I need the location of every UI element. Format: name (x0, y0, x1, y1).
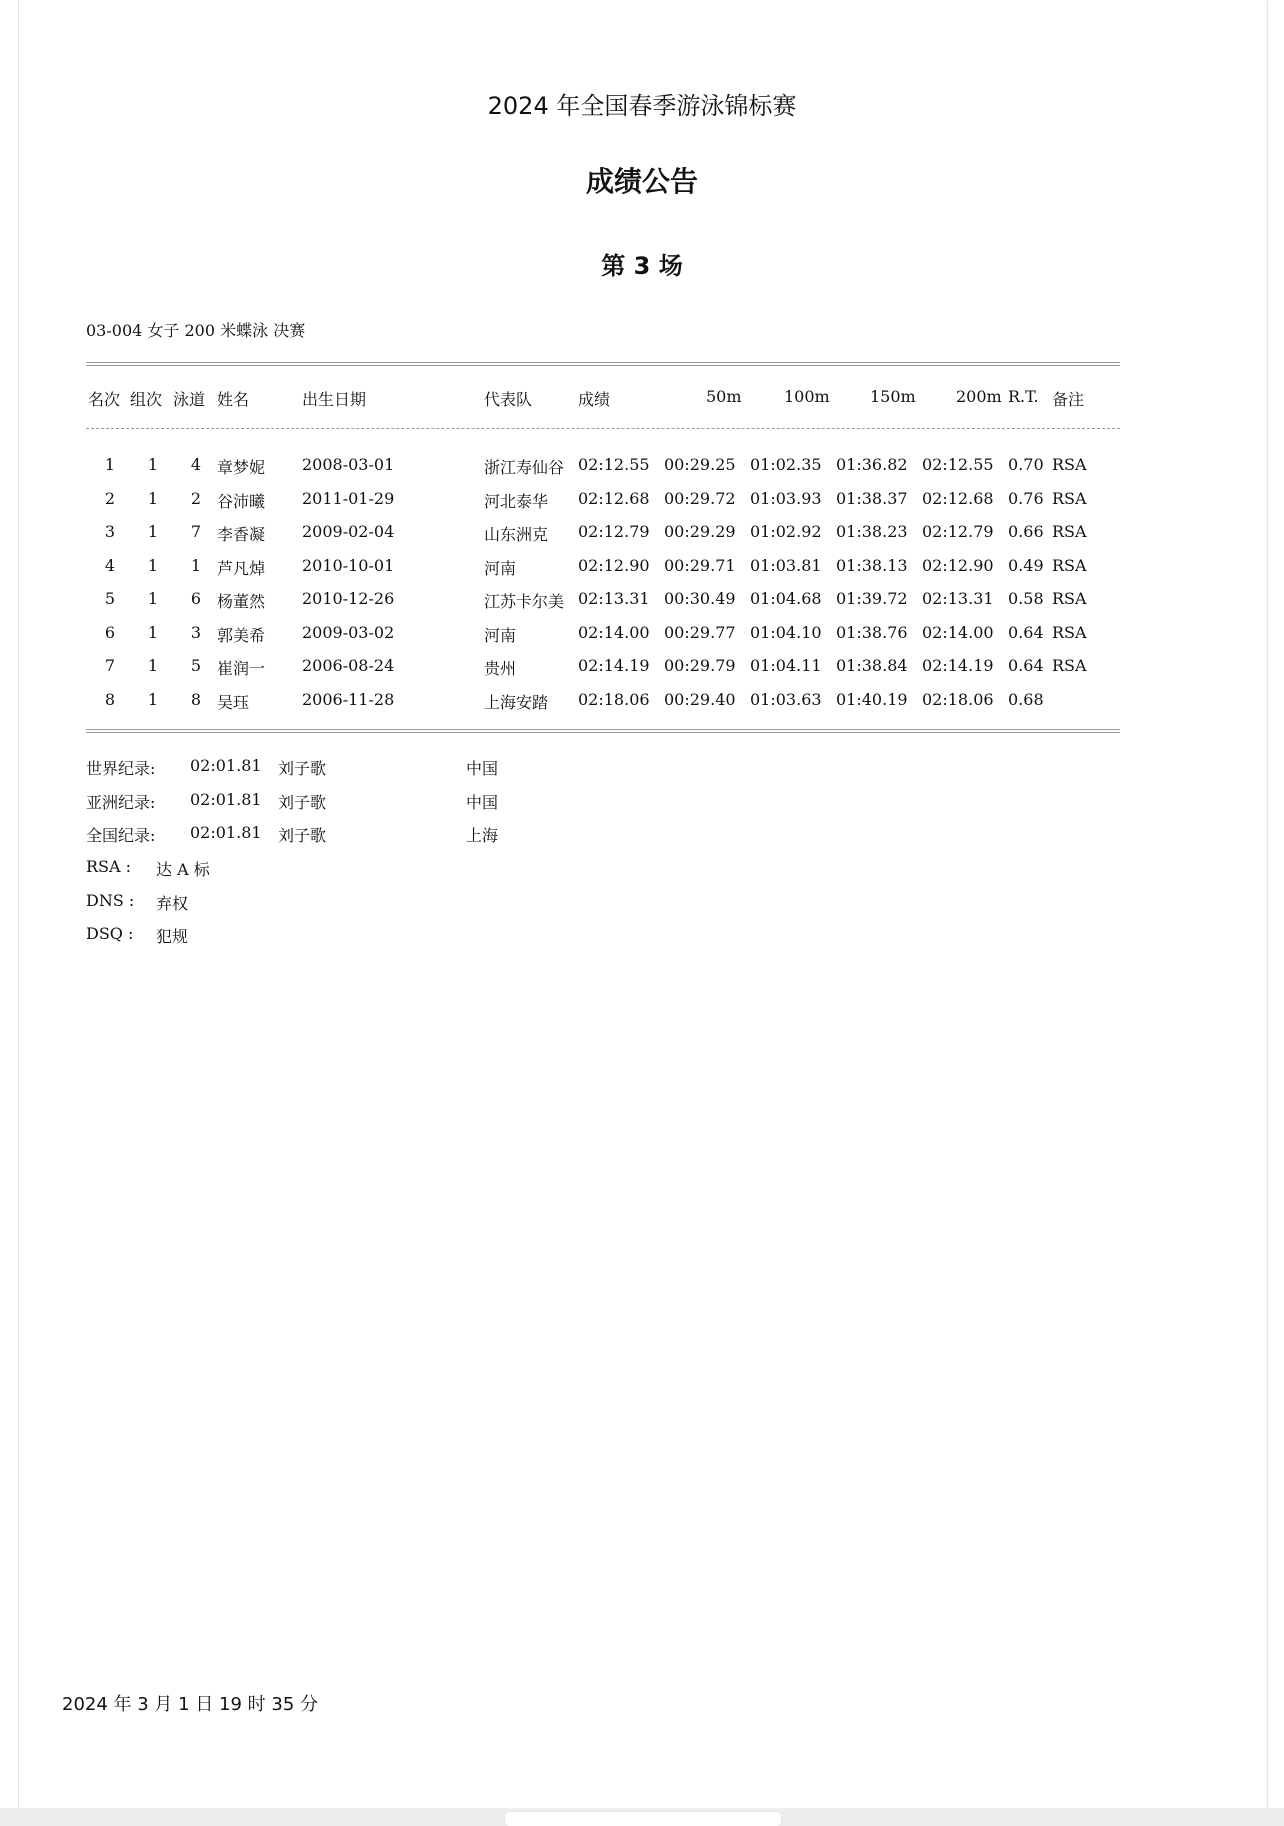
rank-cell: 6 (104, 622, 116, 642)
rank-cell: 7 (104, 656, 116, 675)
split-50-cell: 00:29.25 (664, 455, 736, 474)
name-cell: 谷沛曦 (217, 491, 266, 511)
lane-cell: 4 (190, 455, 202, 474)
reaction-time-cell: 0.58 (1008, 589, 1044, 608)
note-cell: RSA (1052, 589, 1087, 608)
record-label: 世界纪录: (86, 759, 156, 778)
split-100-cell: 01:04.68 (750, 589, 822, 608)
reaction-time-cell: 0.64 (1008, 656, 1044, 675)
split-50-cell: 00:29.72 (664, 488, 736, 508)
table-header (0, 387, 1284, 411)
rank-cell: 3 (104, 522, 116, 541)
split-200-cell: 02:14.00 (922, 622, 994, 642)
reaction-time-cell: 0.76 (1008, 488, 1044, 508)
heat-cell: 1 (147, 589, 159, 608)
record-nation: 上海 (466, 826, 499, 845)
heat-cell: 1 (147, 522, 159, 541)
note-cell: RSA (1052, 656, 1087, 675)
legend-code: DSQ : (86, 924, 134, 943)
split-150-cell: 01:39.72 (836, 589, 908, 608)
team-cell: 江苏卡尔美 (484, 592, 565, 611)
lane-cell: 3 (190, 622, 202, 642)
team-cell: 上海安踏 (484, 692, 549, 712)
note-cell: RSA (1052, 622, 1087, 642)
team-cell: 山东洲克 (484, 525, 549, 544)
split-200-cell: 02:14.19 (922, 656, 994, 675)
lane-cell: 2 (190, 488, 202, 508)
col-lane: 泳道 (173, 390, 206, 409)
team-cell: 河南 (484, 558, 517, 578)
table-row (0, 623, 1284, 647)
record-nation: 中国 (466, 759, 499, 778)
reaction-time-cell: 0.68 (1008, 689, 1044, 709)
split-200-cell: 02:18.06 (922, 689, 994, 709)
legend-code: RSA : (86, 857, 132, 876)
split-150-cell: 01:38.23 (836, 522, 908, 541)
split-150-cell: 01:38.13 (836, 555, 908, 575)
announcement-title: 成绩公告 (585, 165, 698, 198)
split-100-cell: 01:04.11 (750, 656, 822, 675)
time-cell: 02:12.90 (578, 555, 650, 575)
time-cell: 02:12.79 (578, 522, 650, 541)
col-rt: R.T. (1008, 387, 1039, 406)
rank-cell: 1 (104, 455, 116, 474)
record-label: 亚洲纪录: (86, 792, 156, 812)
split-50-cell: 00:30.49 (664, 589, 736, 608)
split-200-cell: 02:12.68 (922, 488, 994, 508)
col-team: 代表队 (484, 390, 533, 409)
legend-row (0, 924, 1284, 948)
competition-title: 2024 年全国春季游泳锦标赛 (487, 92, 797, 120)
col-name: 姓名 (217, 390, 250, 409)
dob-cell: 2006-11-28 (302, 689, 395, 709)
dob-cell: 2010-10-01 (302, 555, 395, 575)
table-row (0, 455, 1284, 479)
name-cell: 杨董然 (217, 592, 266, 611)
name-cell: 李香凝 (217, 525, 266, 544)
rank-cell: 8 (104, 689, 116, 709)
heat-cell: 1 (147, 656, 159, 675)
table-row (0, 656, 1284, 680)
record-row (0, 823, 1284, 847)
col-200m: 200m (956, 387, 1002, 406)
split-100-cell: 01:03.81 (750, 555, 822, 575)
col-50m: 50m (706, 387, 742, 406)
legend-row (0, 857, 1284, 881)
table-row (0, 522, 1284, 546)
note-cell: RSA (1052, 455, 1087, 474)
col-rank: 名次 (88, 390, 121, 409)
table-row (0, 589, 1284, 613)
session-title: 第 3 场 (601, 252, 683, 280)
split-50-cell: 00:29.71 (664, 555, 736, 575)
name-cell: 郭美希 (217, 625, 266, 645)
rank-cell: 4 (104, 555, 116, 575)
header-dash-rule (86, 428, 1120, 429)
note-cell: RSA (1052, 488, 1087, 508)
team-cell: 河南 (484, 625, 517, 645)
split-100-cell: 01:04.10 (750, 622, 822, 642)
reaction-time-cell: 0.70 (1008, 455, 1044, 474)
lane-cell: 5 (190, 656, 202, 675)
record-holder: 刘子歌 (278, 759, 327, 778)
name-cell: 吴珏 (217, 692, 250, 712)
split-100-cell: 01:02.92 (750, 522, 822, 541)
dob-cell: 2008-03-01 (302, 455, 395, 474)
lane-cell: 8 (190, 689, 202, 709)
legend-desc: 弃权 (156, 893, 189, 913)
split-150-cell: 01:40.19 (836, 689, 908, 709)
col-100m: 100m (784, 387, 830, 406)
record-row (0, 790, 1284, 814)
record-nation: 中国 (466, 792, 499, 812)
col-dob: 出生日期 (302, 390, 367, 409)
note-cell: RSA (1052, 522, 1087, 541)
horizontal-scrollbar[interactable] (505, 1812, 781, 1826)
table-row (0, 690, 1284, 714)
dob-cell: 2009-03-02 (302, 622, 395, 642)
reaction-time-cell: 0.64 (1008, 622, 1044, 642)
split-50-cell: 00:29.79 (664, 656, 736, 675)
reaction-time-cell: 0.49 (1008, 555, 1044, 575)
time-cell: 02:14.19 (578, 656, 650, 675)
dob-cell: 2011-01-29 (302, 488, 395, 508)
split-50-cell: 00:29.40 (664, 689, 736, 709)
col-150m: 150m (870, 387, 916, 406)
lane-cell: 6 (190, 589, 202, 608)
record-time: 02:01.81 (190, 756, 262, 775)
col-time: 成绩 (578, 390, 611, 409)
split-200-cell: 02:12.55 (922, 455, 994, 474)
split-100-cell: 01:03.63 (750, 689, 822, 709)
timestamp-footer: 2024 年 3 月 1 日 19 时 35 分 (62, 1694, 319, 1715)
split-200-cell: 02:13.31 (922, 589, 994, 608)
top-double-rule (86, 362, 1120, 366)
split-50-cell: 00:29.77 (664, 622, 736, 642)
event-title: 03-004 女子 200 米蝶泳 决赛 (86, 321, 306, 340)
table-row (0, 489, 1284, 513)
split-150-cell: 01:38.37 (836, 488, 908, 508)
note-cell: RSA (1052, 555, 1087, 575)
time-cell: 02:18.06 (578, 689, 650, 709)
name-cell: 芦凡焯 (217, 558, 266, 578)
rank-cell: 2 (104, 488, 116, 508)
table-row (0, 556, 1284, 580)
record-row (0, 756, 1284, 780)
record-time: 02:01.81 (190, 823, 262, 842)
split-100-cell: 01:03.93 (750, 488, 822, 508)
lane-cell: 7 (190, 522, 202, 541)
record-holder: 刘子歌 (278, 826, 327, 845)
heat-cell: 1 (147, 488, 159, 508)
split-100-cell: 01:02.35 (750, 455, 822, 474)
heat-cell: 1 (147, 689, 159, 709)
legend-desc: 犯规 (156, 927, 189, 946)
dob-cell: 2010-12-26 (302, 589, 395, 608)
split-150-cell: 01:38.76 (836, 622, 908, 642)
record-time: 02:01.81 (190, 789, 262, 809)
split-150-cell: 01:36.82 (836, 455, 908, 474)
record-holder: 刘子歌 (278, 792, 327, 812)
team-cell: 贵州 (484, 659, 517, 678)
time-cell: 02:12.68 (578, 488, 650, 508)
heat-cell: 1 (147, 622, 159, 642)
split-200-cell: 02:12.90 (922, 555, 994, 575)
time-cell: 02:14.00 (578, 622, 650, 642)
col-heat: 组次 (130, 390, 163, 409)
name-cell: 章梦妮 (217, 458, 266, 477)
time-cell: 02:13.31 (578, 589, 650, 608)
legend-row (0, 891, 1284, 915)
time-cell: 02:12.55 (578, 455, 650, 474)
team-cell: 河北泰华 (484, 491, 549, 511)
legend-code: DNS : (86, 890, 135, 910)
bottom-double-rule (86, 729, 1120, 733)
split-200-cell: 02:12.79 (922, 522, 994, 541)
dob-cell: 2006-08-24 (302, 656, 395, 675)
lane-cell: 1 (190, 555, 202, 575)
rank-cell: 5 (104, 589, 116, 608)
legend-desc: 达 A 标 (156, 860, 210, 879)
heat-cell: 1 (147, 555, 159, 575)
split-150-cell: 01:38.84 (836, 656, 908, 675)
split-50-cell: 00:29.29 (664, 522, 736, 541)
heat-cell: 1 (147, 455, 159, 474)
dob-cell: 2009-02-04 (302, 522, 395, 541)
name-cell: 崔润一 (217, 659, 266, 678)
col-note: 备注 (1052, 390, 1085, 409)
record-label: 全国纪录: (86, 826, 156, 845)
team-cell: 浙江寿仙谷 (484, 458, 565, 477)
reaction-time-cell: 0.66 (1008, 522, 1044, 541)
